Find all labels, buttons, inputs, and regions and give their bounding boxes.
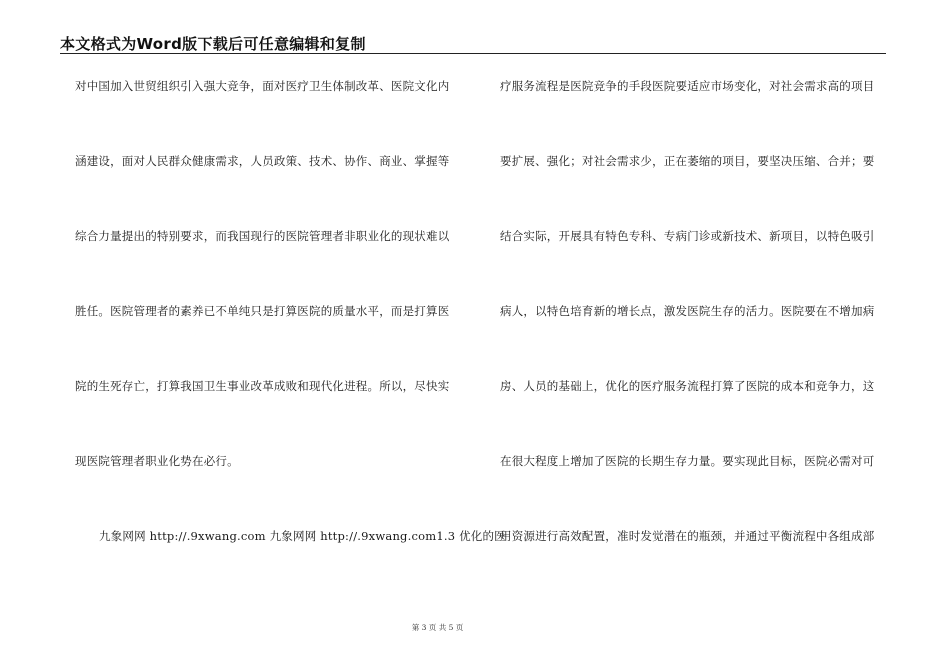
right-line-7: 用资源进行高效配置，准时发觉潜在的瓶颈，并通过平衡流程中各组成部: [500, 529, 875, 543]
right-text-column: [500, 76, 886, 601]
left-line-5: 院的生死存亡，打算我国卫生事业改革成败和现代化进程。所以，尽快实: [75, 379, 450, 393]
left-line-4: 胜任。医院管理者的素养已不单纯只是打算医院的质量水平，而是打算医: [75, 304, 450, 318]
right-line-4: 病人，以特色培育新的增长点，激发医院生存的活力。医院要在不增加病: [500, 304, 875, 318]
page-number-footer: 第 3 页 共 5 页: [411, 623, 464, 632]
left-line-7: 九象网网 http://.9xwang.com 九象网网 http://.9xwang.com1.3 优化的医: [99, 529, 506, 543]
right-line-1: 疗服务流程是医院竞争的手段医院要适应市场变化，对社会需求高的项目: [500, 79, 875, 93]
left-line-3: 综合力量提出的特别要求，而我国现行的医院管理者非职业化的现状难以: [75, 229, 450, 243]
left-line-1: 对中国加入世贸组织引入强大竞争，面对医疗卫生体制改革、医院文化内: [75, 79, 450, 93]
right-line-6: 在很大程度上增加了医院的长期生存力量。要实现此目标，医院必需对可: [500, 454, 875, 468]
right-line-2: 要扩展、强化；对社会需求少，正在萎缩的项目，要坚决压缩、合并；要: [500, 154, 875, 168]
left-text-column: [75, 76, 506, 601]
document-header-title: 本文格式为Word版下载后可任意编辑和复制: [60, 35, 366, 53]
right-line-5: 房、人员的基础上，优化的医疗服务流程打算了医院的成本和竞争力，这: [500, 379, 875, 393]
left-line-2: 涵建设，面对人民群众健康需求，人员政策、技术、协作、商业、掌握等: [75, 154, 450, 168]
right-line-3: 结合实际，开展具有特色专科、专病门诊或新技术、新项目，以特色吸引: [500, 229, 875, 243]
header-divider: [60, 53, 886, 54]
left-line-6: 现医院管理者职业化势在必行。: [75, 454, 239, 468]
